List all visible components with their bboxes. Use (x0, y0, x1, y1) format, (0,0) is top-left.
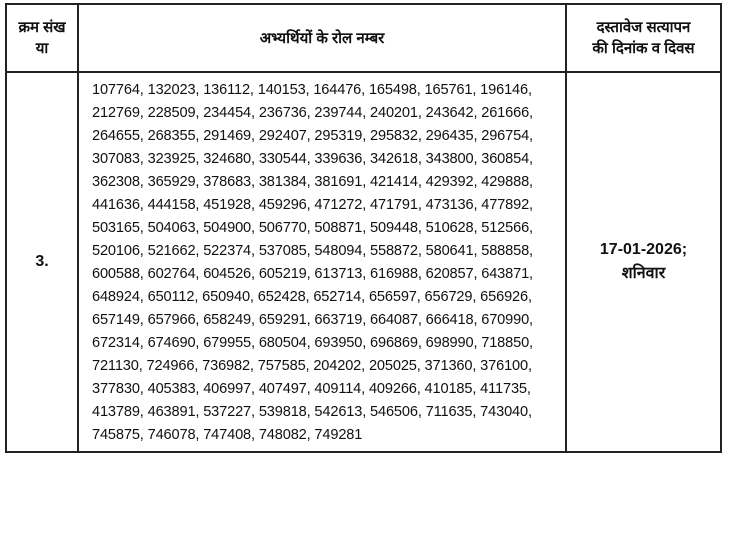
roll-number-line: 503165, 504063, 504900, 506770, 508871, 509448, 510628, 512566, (92, 220, 533, 236)
serial-number-cell: 3. (6, 72, 78, 452)
roll-number-line: 672314, 674690, 679955, 680504, 693950, 696869, 698990, 718850, (92, 335, 533, 351)
serial-number-header-line1: क्रम संख (18, 19, 66, 36)
roll-number-line: 721130, 724966, 736982, 757585, 204202, 205025, 371360, 376100, (92, 358, 532, 374)
verification-day: शनिवार (621, 265, 666, 282)
verification-date-cell (566, 72, 721, 452)
roll-number-line: 600588, 602764, 604526, 605219, 613713, 616988, 620857, 643871, (92, 266, 533, 282)
roll-number-line: 657149, 657966, 658249, 659291, 663719, 664087, 666418, 670990, (92, 312, 533, 328)
verification-date: 17-01-2026; (599, 241, 688, 258)
roll-numbers-header-label: अभ्यर्थियों के रोल नम्बर (259, 29, 385, 47)
roll-number-line: 441636, 444158, 451928, 459296, 471272, 471791, 473136, 477892, (92, 197, 533, 213)
roll-number-line: 648924, 650112, 650940, 652428, 652714, 656597, 656729, 656926, (92, 289, 532, 305)
roll-number-line: 212769, 228509, 234454, 236736, 239744, 240201, 243642, 261666, (92, 105, 533, 121)
roll-number-line: 264655, 268355, 291469, 292407, 295319, 295832, 296435, 296754, (92, 128, 533, 144)
verification-date-header-line1: दस्तावेज सत्यापन (596, 19, 691, 36)
serial-number-header-line2: या (35, 40, 49, 57)
serial-number-header (6, 4, 78, 72)
roll-number-line: 745875, 746078, 747408, 748082, 749281 (92, 427, 363, 443)
roll-number-line: 107764, 132023, 136112, 140153, 164476, 165498, 165761, 196146, (92, 82, 532, 98)
roll-number-table (5, 3, 722, 453)
roll-numbers-cell (78, 72, 566, 452)
roll-number-line: 413789, 463891, 537227, 539818, 542613, 546506, 711635, 743040, (92, 404, 532, 420)
roll-number-line: 377830, 405383, 406997, 407497, 409114, 409266, 410185, 411735, (92, 381, 531, 397)
table-header-row (6, 4, 721, 72)
roll-number-line: 520106, 521662, 522374, 537085, 548094, 558872, 580641, 588858, (92, 243, 533, 259)
roll-number-line: 362308, 365929, 378683, 381384, 381691, 421414, 429392, 429888, (92, 174, 533, 190)
roll-numbers-header (78, 4, 566, 72)
table-row (6, 72, 721, 452)
verification-date-header-line2: की दिनांक व दिवस (592, 40, 695, 57)
verification-date-header (566, 4, 721, 72)
roll-number-line: 307083, 323925, 324680, 330544, 339636, 342618, 343800, 360854, (92, 151, 533, 167)
